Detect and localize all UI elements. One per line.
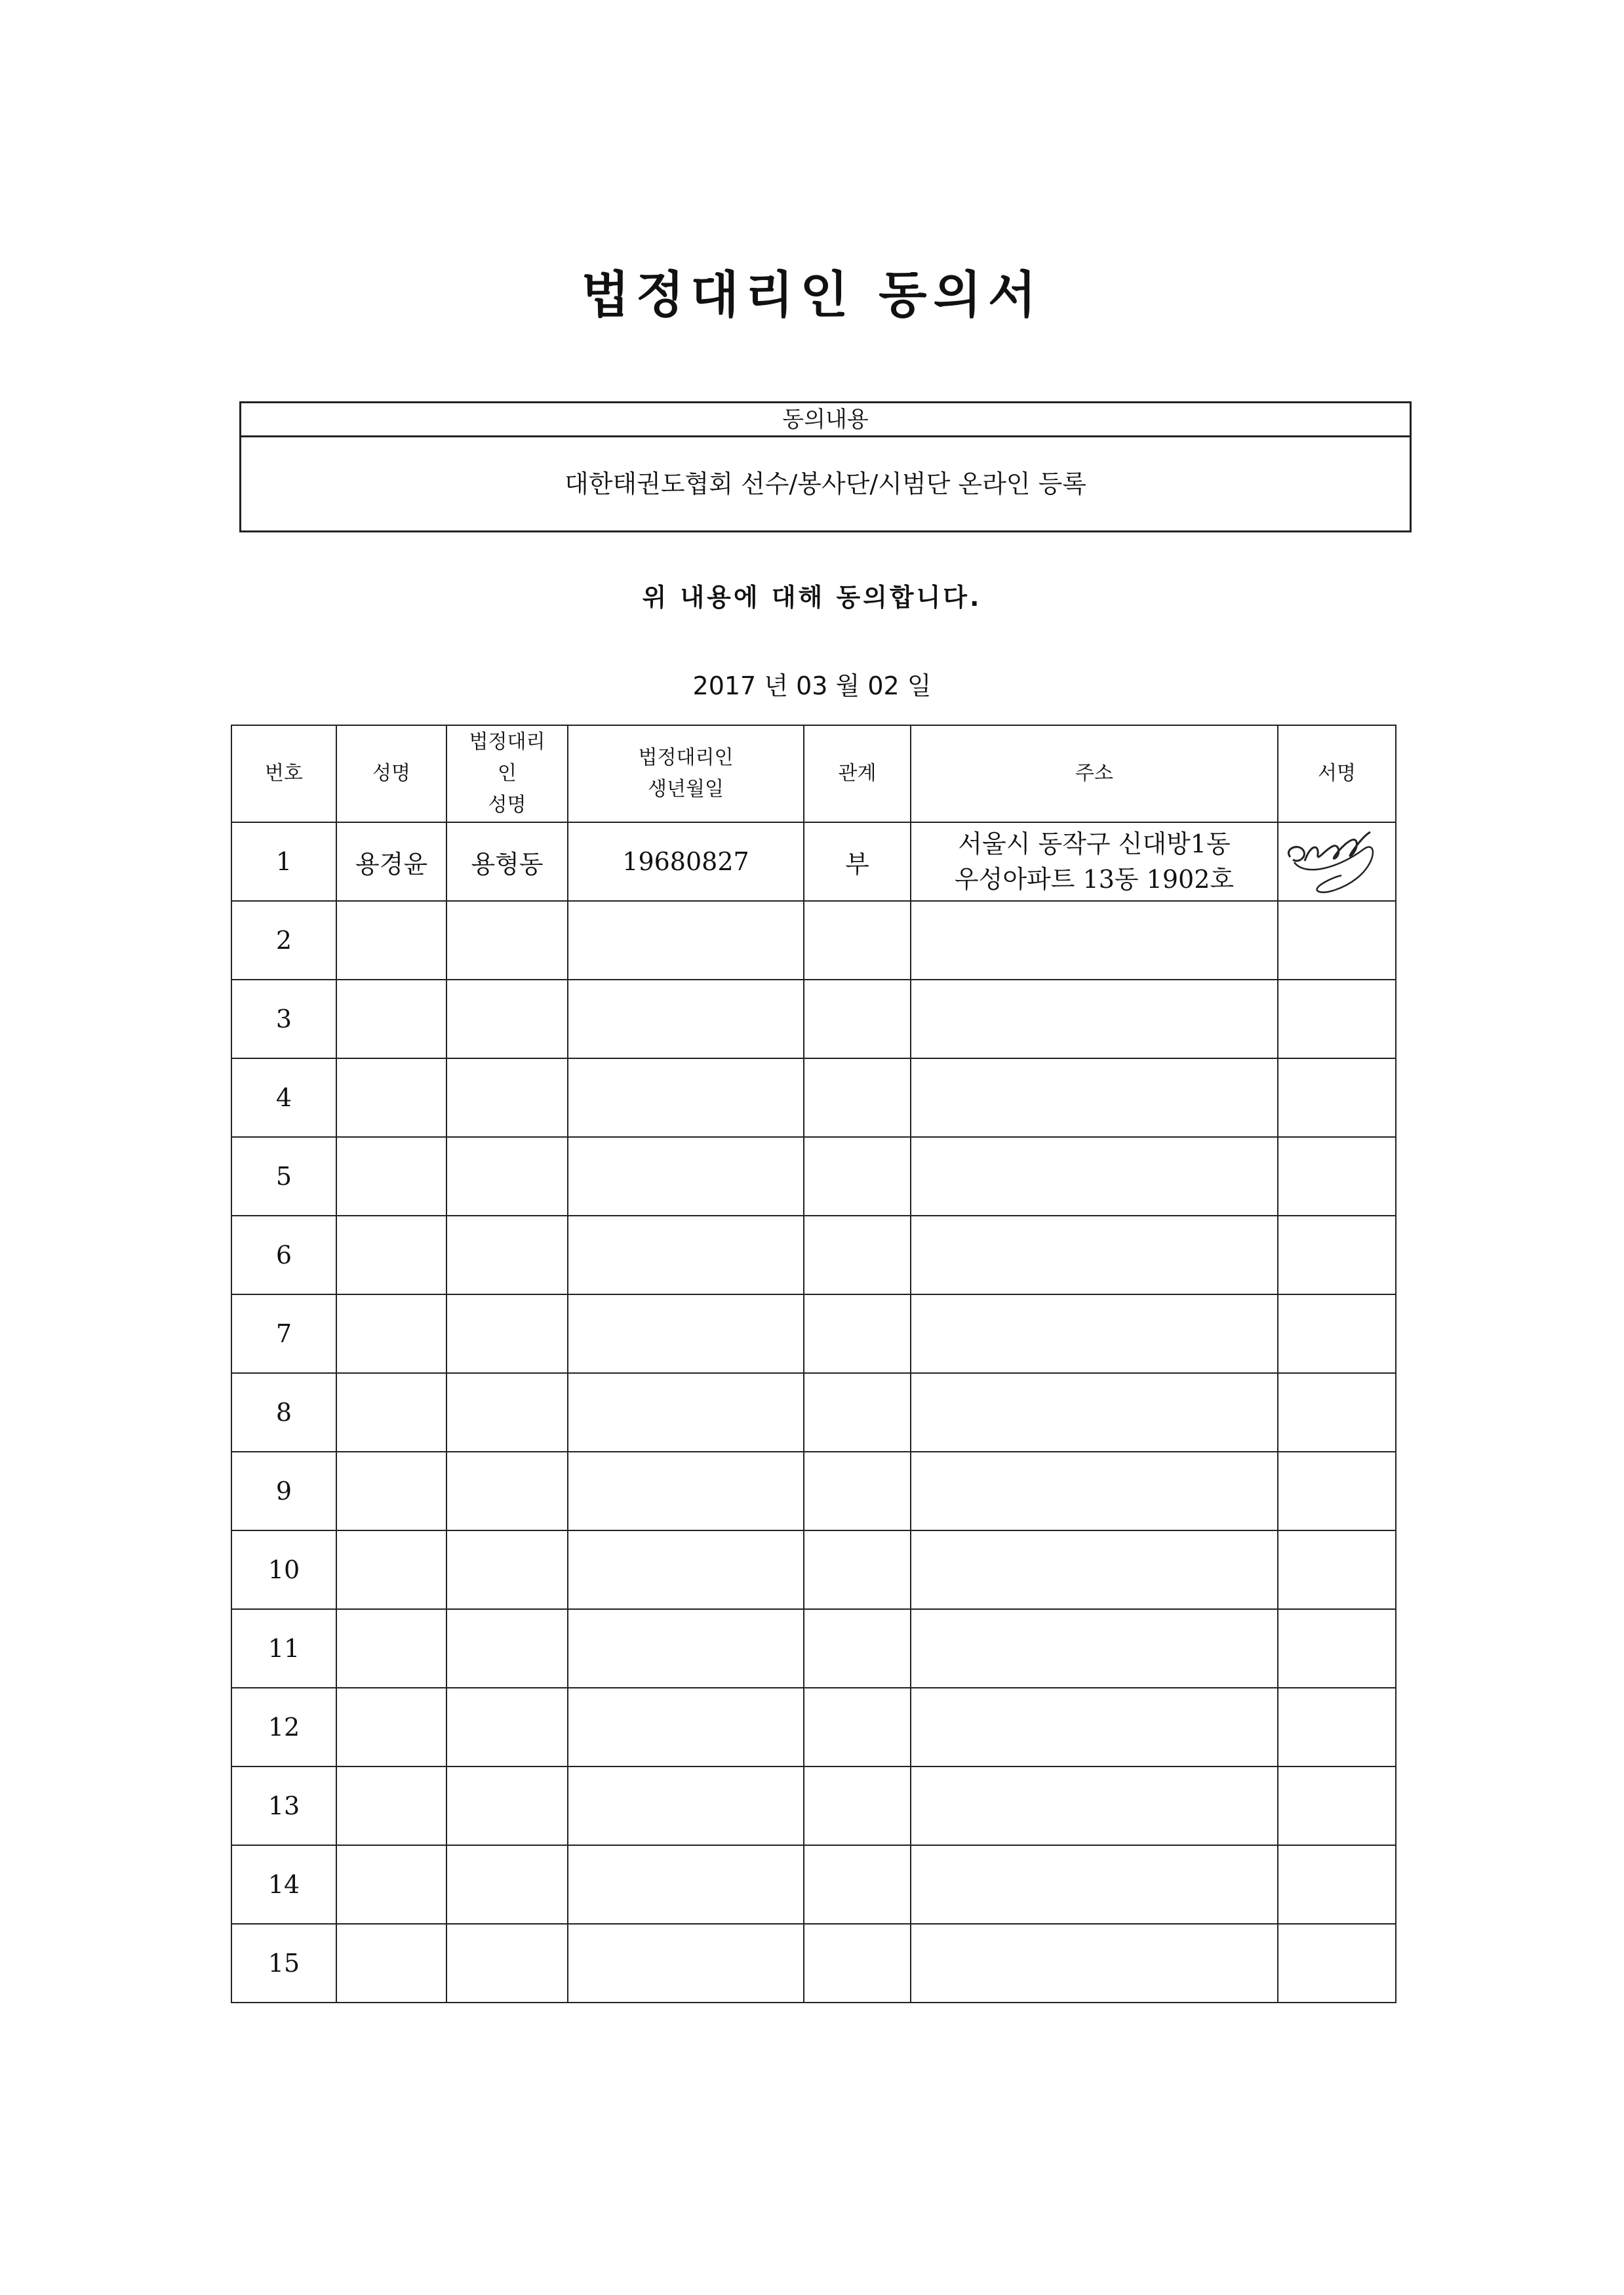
row-number: 5 — [231, 1137, 336, 1216]
handwritten-signature — [1278, 823, 1396, 900]
table-row — [231, 1373, 1396, 1452]
row-name — [336, 1373, 446, 1452]
table-row — [231, 1766, 1396, 1845]
header-line: 법정대리인 — [638, 746, 734, 769]
table-row — [231, 1609, 1396, 1688]
header-guardian-name — [446, 725, 568, 822]
row-relation — [804, 1452, 911, 1530]
row-signature — [1278, 1766, 1396, 1845]
row-guardian-birth — [568, 1766, 804, 1845]
row-guardian-birth — [568, 1452, 804, 1530]
row-relation — [804, 1688, 911, 1766]
row-number: 1 — [231, 822, 336, 901]
header-line: 인 — [498, 762, 517, 785]
row-address — [911, 901, 1278, 980]
row-name — [336, 1530, 446, 1609]
row-signature — [1278, 1924, 1396, 2003]
row-signature — [1278, 1137, 1396, 1216]
row-guardian-name — [446, 1058, 568, 1137]
row-address — [911, 1452, 1278, 1530]
header-relation: 관계 — [804, 725, 911, 822]
header-signature: 서명 — [1278, 725, 1396, 822]
table-row — [231, 1845, 1396, 1924]
row-address — [911, 1845, 1278, 1924]
row-guardian-name — [446, 1766, 568, 1845]
address-line: 서울시 동작구 신대방1동 — [958, 829, 1231, 858]
row-name — [336, 1058, 446, 1137]
row-relation — [804, 1294, 911, 1373]
row-name — [336, 980, 446, 1058]
row-relation — [804, 901, 911, 980]
row-number: 7 — [231, 1294, 336, 1373]
row-relation — [804, 1845, 911, 1924]
row-number: 11 — [231, 1609, 336, 1688]
row-number: 15 — [231, 1924, 336, 2003]
row-relation — [804, 1924, 911, 2003]
row-relation — [804, 1137, 911, 1216]
row-relation — [804, 1373, 911, 1452]
row-signature — [1278, 980, 1396, 1058]
row-relation — [804, 1609, 911, 1688]
header-name: 성명 — [336, 725, 446, 822]
row-name — [336, 1137, 446, 1216]
row-address — [911, 980, 1278, 1058]
row-number: 3 — [231, 980, 336, 1058]
row-relation — [804, 1058, 911, 1137]
row-guardian-birth — [568, 1688, 804, 1766]
guardian-registration-table — [231, 725, 1396, 2003]
row-guardian-birth — [568, 901, 804, 980]
table-row — [231, 1452, 1396, 1530]
consent-header: 동의내용 — [241, 403, 1410, 437]
row-relation: 부 — [804, 822, 911, 901]
row-guardian-birth — [568, 1845, 804, 1924]
header-guardian-birth — [568, 725, 804, 822]
row-guardian-name — [446, 1294, 568, 1373]
row-guardian-birth — [568, 1294, 804, 1373]
row-guardian-birth — [568, 980, 804, 1058]
document-date: 2017 년 03 월 02 일 — [692, 671, 932, 700]
row-name — [336, 1766, 446, 1845]
row-number: 10 — [231, 1530, 336, 1609]
row-name — [336, 1452, 446, 1530]
row-signature — [1278, 1373, 1396, 1452]
row-signature — [1278, 822, 1396, 901]
row-signature — [1278, 901, 1396, 980]
row-number: 8 — [231, 1373, 336, 1452]
row-name — [336, 1688, 446, 1766]
row-number: 4 — [231, 1058, 336, 1137]
row-name — [336, 901, 446, 980]
row-address — [911, 1137, 1278, 1216]
row-signature — [1278, 1530, 1396, 1609]
table-header-row — [231, 725, 1396, 822]
row-relation — [804, 980, 911, 1058]
consent-body: 대한태권도협회 선수/봉사단/시범단 온라인 등록 — [564, 469, 1086, 498]
consent-box — [239, 401, 1412, 532]
table-row — [231, 1530, 1396, 1609]
agreement-statement: 위 내용에 대해 동의합니다. — [642, 583, 982, 612]
row-address — [911, 1530, 1278, 1609]
table-row — [231, 980, 1396, 1058]
table-row — [231, 1058, 1396, 1137]
row-guardian-name — [446, 1452, 568, 1530]
header-line: 성명 — [488, 793, 526, 816]
row-signature — [1278, 1294, 1396, 1373]
row-relation — [804, 1766, 911, 1845]
row-address — [911, 1688, 1278, 1766]
row-guardian-name — [446, 1845, 568, 1924]
row-address — [911, 1058, 1278, 1137]
table-row — [231, 822, 1396, 901]
row-number: 9 — [231, 1452, 336, 1530]
row-guardian-birth — [568, 1216, 804, 1294]
row-guardian-birth — [568, 1058, 804, 1137]
row-signature — [1278, 1688, 1396, 1766]
row-guardian-name — [446, 901, 568, 980]
row-guardian-name — [446, 1373, 568, 1452]
document-title: 법정대리인 동의서 — [581, 266, 1043, 324]
row-guardian-name: 용형동 — [446, 822, 568, 901]
header-line: 법정대리 — [469, 730, 545, 753]
row-address — [911, 1294, 1278, 1373]
row-guardian-name — [446, 980, 568, 1058]
row-name — [336, 1924, 446, 2003]
row-guardian-birth: 19680827 — [568, 822, 804, 901]
row-name — [336, 1845, 446, 1924]
row-number: 13 — [231, 1766, 336, 1845]
row-signature — [1278, 1609, 1396, 1688]
row-number: 14 — [231, 1845, 336, 1924]
row-address — [911, 1373, 1278, 1452]
row-guardian-name — [446, 1609, 568, 1688]
row-address — [911, 1766, 1278, 1845]
address-line: 우성아파트 13동 1902호 — [954, 865, 1235, 894]
table-row — [231, 1216, 1396, 1294]
row-guardian-birth — [568, 1530, 804, 1609]
row-guardian-name — [446, 1216, 568, 1294]
row-address — [911, 822, 1278, 901]
row-guardian-name — [446, 1137, 568, 1216]
row-guardian-name — [446, 1688, 568, 1766]
row-guardian-birth — [568, 1373, 804, 1452]
row-number: 6 — [231, 1216, 336, 1294]
table-row — [231, 1688, 1396, 1766]
row-address — [911, 1216, 1278, 1294]
row-signature — [1278, 1845, 1396, 1924]
row-name — [336, 1216, 446, 1294]
table-row — [231, 1137, 1396, 1216]
row-address — [911, 1609, 1278, 1688]
table-row — [231, 901, 1396, 980]
row-guardian-name — [446, 1924, 568, 2003]
row-guardian-birth — [568, 1137, 804, 1216]
header-line: 생년월일 — [648, 778, 724, 801]
row-guardian-birth — [568, 1609, 804, 1688]
row-signature — [1278, 1452, 1396, 1530]
row-name — [336, 1294, 446, 1373]
row-guardian-birth — [568, 1924, 804, 2003]
row-signature — [1278, 1216, 1396, 1294]
row-guardian-name — [446, 1530, 568, 1609]
table-row — [231, 1924, 1396, 2003]
table-row — [231, 1294, 1396, 1373]
row-number: 2 — [231, 901, 336, 980]
row-name: 용경윤 — [336, 822, 446, 901]
row-relation — [804, 1216, 911, 1294]
row-relation — [804, 1530, 911, 1609]
row-signature — [1278, 1058, 1396, 1137]
row-name — [336, 1609, 446, 1688]
row-address — [911, 1924, 1278, 2003]
row-number: 12 — [231, 1688, 336, 1766]
header-number: 번호 — [231, 725, 336, 822]
header-address: 주소 — [911, 725, 1278, 822]
